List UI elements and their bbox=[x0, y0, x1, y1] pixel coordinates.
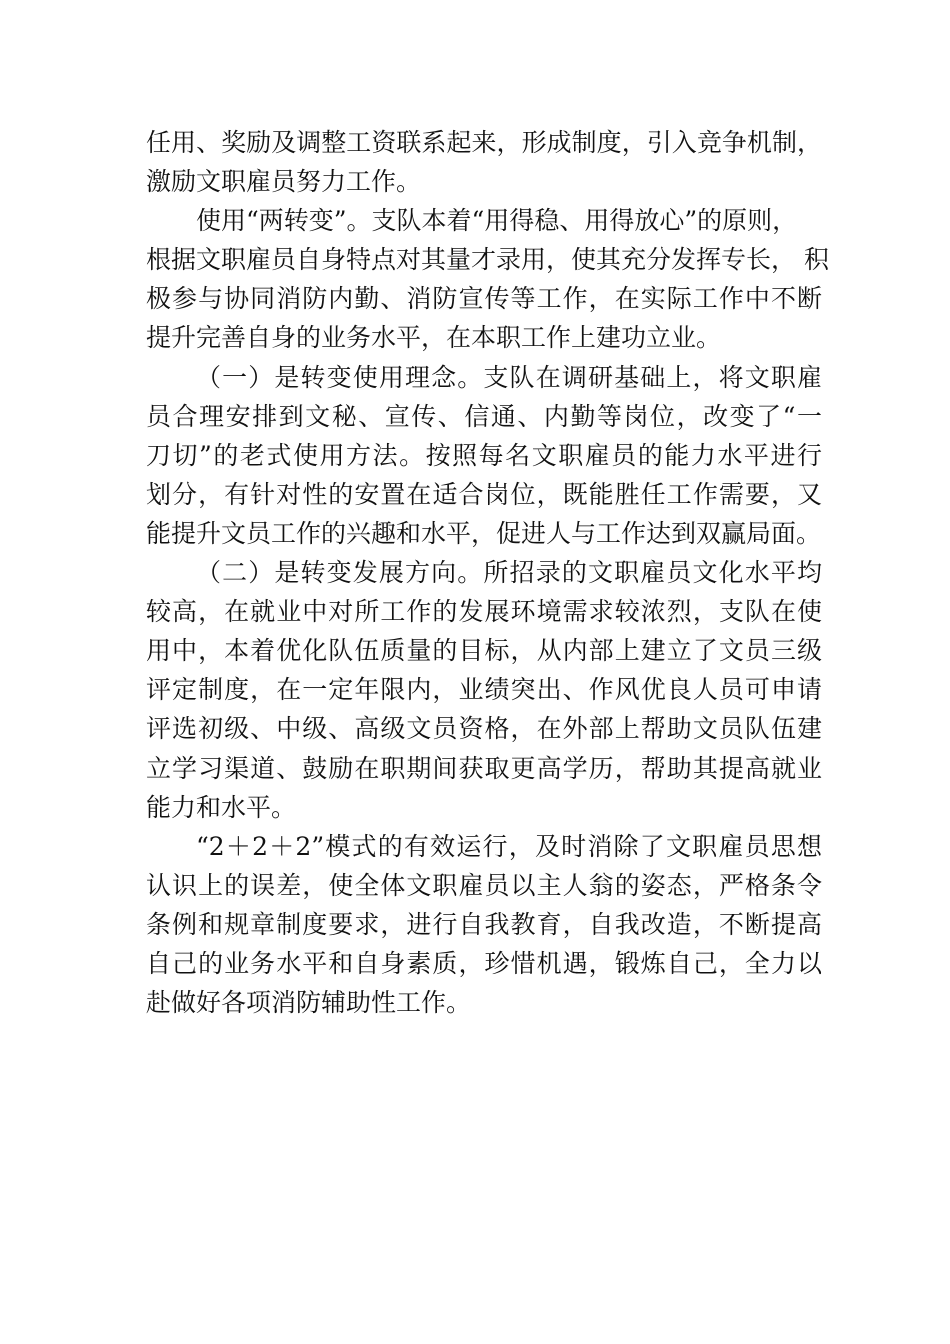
paragraph-5 bbox=[146, 827, 822, 1022]
text-line: 员合理安排到文秘、宣传、信通、内勤等岗位，改变了“一 bbox=[146, 401, 822, 431]
text-line: 能提升文员工作的兴趣和水平，促进人与工作达到双赢局面。 bbox=[146, 518, 822, 548]
text-line: 极参与协同消防内勤、消防宣传等工作，在实际工作中不断 bbox=[146, 284, 822, 314]
text-line: 条例和规章制度要求，进行自我教育，自我改造，不断提高 bbox=[146, 909, 822, 939]
paragraph-1 bbox=[146, 123, 822, 201]
text-line: 赴做好各项消防辅助性工作。 bbox=[146, 988, 472, 1018]
paragraph-2 bbox=[146, 201, 829, 357]
document-body bbox=[146, 123, 829, 1022]
text-line: 划分，有针对性的安置在适合岗位，既能胜任工作需要，又 bbox=[146, 479, 822, 509]
text-line: 较高，在就业中对所工作的发展环境需求较浓烈，支队在使 bbox=[146, 597, 822, 627]
text-line: 刀切”的老式使用方法。按照每名文职雇员的能力水平进行 bbox=[146, 440, 822, 470]
paragraph-4 bbox=[146, 553, 822, 827]
text-line: 激励文职雇员努力工作。 bbox=[146, 167, 422, 197]
text-line: 立学习渠道、鼓励在职期间获取更高学历，帮助其提高就业 bbox=[146, 753, 822, 783]
text-line: 用中，本着优化队伍质量的目标，从内部上建立了文员三级 bbox=[146, 636, 822, 666]
text-line: 根据文职雇员自身特点对其量才录用，使其充分发挥专长， 积 bbox=[146, 245, 829, 275]
text-line: 使用“两转变”。支队本着“用得稳、用得放心”的原则， bbox=[196, 206, 798, 236]
text-line: 认识上的误差，使全体文职雇员以主人翁的姿态，严格条令 bbox=[146, 870, 822, 900]
text-line: （一）是转变使用理念。支队在调研基础上，将文职雇 bbox=[196, 362, 822, 392]
paragraph-3 bbox=[146, 358, 822, 553]
text-line: “2＋2＋2”模式的有效运行，及时消除了文职雇员思想 bbox=[196, 831, 822, 861]
text-line: （二）是转变发展方向。所招录的文职雇员文化水平均 bbox=[196, 558, 822, 588]
text-line: 提升完善自身的业务水平，在本职工作上建功立业。 bbox=[146, 323, 722, 353]
text-line: 任用、奖励及调整工资联系起来，形成制度，引入竞争机制， bbox=[146, 128, 822, 157]
text-line: 评定制度，在一定年限内，业绩突出、作风优良人员可申请 bbox=[146, 675, 822, 705]
text-line: 能力和水平。 bbox=[146, 792, 297, 822]
text-line: 自己的业务水平和自身素质，珍惜机遇，锻炼自己，全力以 bbox=[146, 948, 822, 978]
text-line: 评选初级、中级、高级文员资格，在外部上帮助文员队伍建 bbox=[146, 714, 822, 744]
